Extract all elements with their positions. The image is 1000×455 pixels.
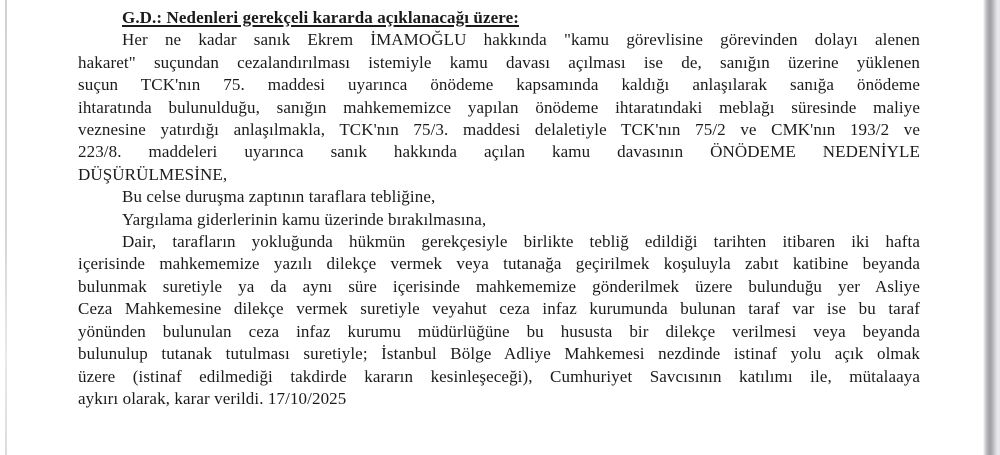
document-heading [78, 7, 920, 29]
text-line: Ceza Mahkemesine dilekçe vermek suretiyle veyahut ceza infaz kurumunda bulunan taraf var ise bu taraf [78, 299, 920, 319]
text-line: Yargılama giderlerinin kamu üzerinde bırakılmasına, [122, 209, 487, 229]
text-line: Bu celse duruşma zaptının taraflara tebliğine, [122, 187, 436, 207]
text-line: aykırı olarak, karar verildi. 17/10/2025 [78, 388, 347, 408]
text-line: ihtaratında bulunulduğu, sanığın mahkememizce yapılan önödeme ihtaratındaki meblağı süresinde maliye [78, 97, 920, 117]
text-line: Dair, tarafların yokluğunda hükmün gerekçesiyle birlikte tebliğ edildiği tarihten itibaren iki hafta [122, 232, 920, 252]
text-line: bulunulup tutanak tutulması suretiyle; İstanbul Bölge Adliye Mahkemesi nezdinde istinaf yolu açık olmak [78, 344, 920, 364]
page-right-edge-strip [983, 0, 1000, 455]
text-line: suçun TCK'nın 75. maddesi uyarınca önödeme kapsamında kaldığı anlaşılarak sanığa önödeme [78, 75, 920, 95]
document-body [78, 7, 920, 410]
text-line: üzere (istinaf edilmediği takdirde kararın kesinleşeceği), Cumhuriyet Savcısının katılımı ile, mütalaaya [78, 366, 920, 386]
document-heading-text: G.D.: Nedenleri gerekçeli kararda açıklanacağı üzere: [122, 8, 520, 27]
paragraph [78, 29, 920, 186]
text-line: hakaret" suçundan cezalandırılması istemiyle kamu davası açılması ise de, sanığın üzerine yüklenen [78, 52, 920, 72]
paragraph [78, 209, 920, 231]
text-line: veznesine yatırdığı anlaşılmakla, TCK'nın 75/3. maddesi delaletiyle TCK'nın 75/2 ve CMK'nın 193/2 ve [78, 120, 920, 140]
paragraph [78, 231, 920, 410]
text-line: bulunmak suretiyle ya da aynı süre içerisinde mahkememize gönderilmek üzere bulunduğu yer Asliye [78, 276, 920, 296]
text-line: 223/8. maddeleri uyarınca sanık hakkında açılan kamu davasının ÖNÖDEME NEDENİYLE [78, 142, 920, 162]
paragraph [78, 186, 920, 208]
text-line: DÜŞÜRÜLMESİNE, [78, 164, 228, 184]
text-line: yönünden bulunulan ceza infaz kurumu müdürlüğüne bu hususta bir dilekçe verilmesi veya beyanda [78, 321, 920, 341]
text-line: içerisinde mahkememize yazılı dilekçe vermek veya tutanağa geçirilmek koşuluyla zabıt katibine beyanda [78, 254, 920, 274]
document-paragraphs [78, 29, 920, 410]
text-line: Her ne kadar sanık Ekrem İMAMOĞLU hakkında "kamu görevlisine görevinden dolayı alenen [122, 30, 920, 50]
page-left-edge-line [5, 0, 7, 455]
